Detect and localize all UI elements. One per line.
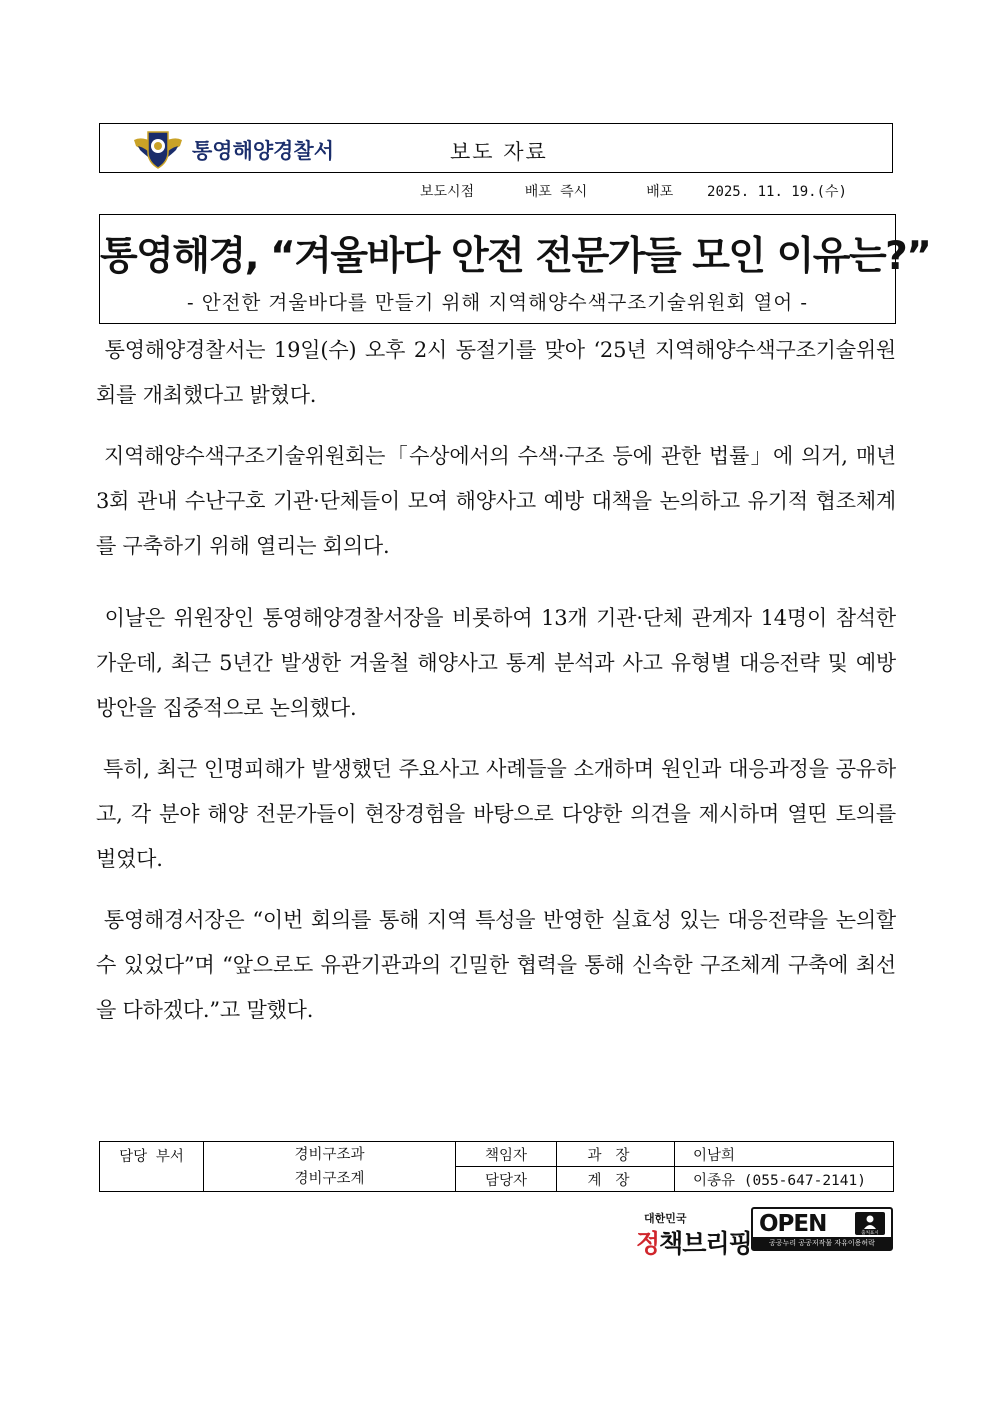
role-cell: 책임자 — [456, 1142, 557, 1167]
org-name: 통영해양경찰서 — [192, 139, 335, 163]
header-box — [99, 123, 893, 173]
position-cell: 계장 — [557, 1167, 675, 1192]
paragraph: 특히, 최근 인명피해가 발생했던 주요사고 사례들을 소개하며 원인과 대응과정을 공유하고, 각 분야 해양 전문가들이 현장경험을 바탕으로 다양한 의견을 제시하며 열띤 토의를 벌였다. — [96, 757, 896, 871]
name-cell: 이남희 — [675, 1142, 894, 1167]
kogl-open-logo: OPEN 출처표시 공공누리 공공저작물 자유이용허락 — [751, 1207, 893, 1251]
release-date: 2025. 11. 19.(수) — [707, 184, 847, 200]
dept-label: 담당 부서 — [100, 1142, 204, 1192]
article-body — [96, 328, 896, 1033]
policy-briefing-logo: 대한민국 정책브리핑 — [636, 1212, 752, 1258]
distribution-label: 배포 — [646, 184, 674, 200]
contact-table — [99, 1141, 894, 1192]
svg-text:출처표시: 출처표시 — [861, 1231, 879, 1235]
coast-guard-emblem-icon — [132, 126, 184, 172]
paragraph: 이날은 위원장인 통영해양경찰서장을 비롯하여 13개 기관·단체 관계자 14명이 참석한 가운데, 최근 5년간 발생한 겨울철 해양사고 통계 분석과 사고 유형별 대응전략 및 예방 방안을 집중적으로 논의했다. — [96, 606, 896, 720]
paragraph: 통영해양경찰서는 19일(수) 오후 2시 동절기를 맞아 ‘25년 지역해양수색구조기술위원회를 개최했다고 밝혔다. — [96, 338, 896, 407]
release-info — [420, 181, 847, 201]
attribution-icon — [855, 1212, 885, 1235]
title-box — [99, 214, 931, 324]
role-cell: 담당자 — [456, 1167, 557, 1192]
release-label: 보도시점 — [420, 184, 475, 200]
doc-type-label: 보도 자료 — [450, 140, 548, 164]
release-timing: 배포 즉시 — [524, 184, 588, 200]
position-cell: 과장 — [557, 1142, 675, 1167]
dept-names: 경비구조과 경비구조계 — [204, 1142, 456, 1192]
headline: 통영해경, “겨울바다 안전 전문가들 모인 이유는?” — [100, 234, 931, 279]
name-cell: 이종유 (055-647-2141) — [675, 1167, 894, 1192]
paragraph: 통영해경서장은 “이번 회의를 통해 지역 특성을 반영한 실효성 있는 대응전략을 논의할 수 있었다”며 “앞으로도 유관기관과의 긴밀한 협력을 통해 신속한 구조체계 구축에 최선을 다하겠다.”고 말했다. — [96, 908, 896, 1022]
subheadline: - 안전한 겨울바다를 만들기 위해 지역해양수색구조기술위원회 열어 - — [186, 291, 808, 314]
paragraph: 지역해양수색구조기술위원회는「수상에서의 수색·구조 등에 관한 법률」에 의거, 매년 3회 관내 수난구호 기관·단체들이 모여 해양사고 예방 대책을 논의하고 유기적 협조체계를 구축하기 위해 열리는 회의다. — [96, 444, 896, 558]
